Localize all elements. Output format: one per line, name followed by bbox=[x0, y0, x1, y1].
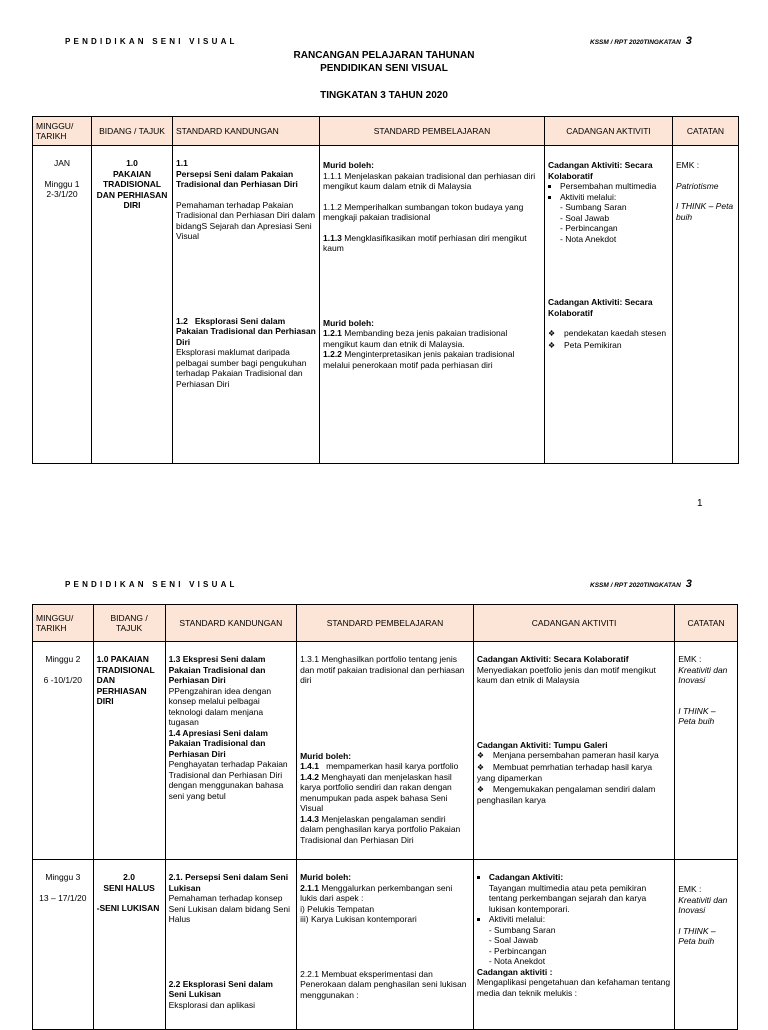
table-header-row bbox=[33, 605, 738, 642]
week-month: JAN bbox=[53, 158, 71, 168]
subject-header: PENDIDIKAN SENI VISUAL bbox=[65, 37, 238, 46]
sk-number: 1.1 bbox=[176, 158, 188, 168]
sp-item: 1.3.1 Menghasilkan portfolio tentang jenis dan motif pakaian tradisional dan perhiasan diri bbox=[300, 654, 465, 685]
table-row bbox=[33, 146, 739, 464]
sp-item: 1.1.2 Memperihalkan sumbangan tokon budaya yang mengkaji pakaian tradisional bbox=[323, 201, 524, 222]
sk-cell bbox=[165, 642, 297, 860]
col-catatan: CATATAN bbox=[675, 605, 738, 642]
bidang-cell bbox=[92, 146, 173, 464]
emk-label: EMK : bbox=[678, 654, 702, 664]
kssm-label: KSSM / RPT 2020TINGKATAN bbox=[590, 39, 681, 46]
sp-item: mempamerkan hasil karya portfolio bbox=[326, 761, 459, 771]
list-subitem: - Nota Anekdot bbox=[488, 956, 546, 966]
table-row bbox=[33, 860, 738, 1030]
i-think-note: I THINK – Peta buih bbox=[678, 925, 716, 946]
kssm-header bbox=[590, 578, 692, 590]
list-item: Aktiviti melalui: bbox=[560, 191, 617, 202]
sk-title: 2.2 Eksplorasi Seni dalam Seni Lukisan bbox=[168, 978, 273, 999]
ca-heading: Cadangan Aktiviti: bbox=[488, 872, 564, 882]
sk-body: Penghayatan terhadap Pakaian Tradisional dan Perhiasan Diri dengan menggunakan bahasa seni yang betul bbox=[168, 759, 288, 801]
emk-value: Kreativiti dan Inovasi bbox=[678, 894, 728, 915]
table-row bbox=[33, 642, 738, 860]
sk-title: 1.3 Ekspresi Seni dalam Pakaian Tradisional dan Perhiasan Diri bbox=[168, 654, 266, 685]
sp-heading: Murid boleh: bbox=[300, 872, 352, 882]
ca-cell bbox=[473, 642, 674, 860]
sp-item: Menjelaskan pengalaman sendiri dalam penghasilan karya portfolio Pakaian Tradisional dan Perhiasan Diri bbox=[300, 813, 461, 845]
sp-item-number: 2.1.1 bbox=[300, 882, 319, 893]
list-item: ▪ Persembahan multimedia bbox=[560, 181, 669, 192]
sp-cell bbox=[320, 146, 545, 464]
page-number: 1 bbox=[697, 498, 703, 509]
ca-body: Mengaplikasi pengetahuan dan kefahaman tentang media dan teknik melukis : bbox=[476, 977, 671, 998]
sp-subitem: iii) Karya Lukisan kontemporari bbox=[300, 914, 417, 924]
sk-cell bbox=[173, 146, 320, 464]
ca-body: Tayangan multimedia atau peta pemikiran tentang perkembangan sejarah dan karya lukisan kontemporari. bbox=[488, 882, 647, 914]
sp-cell bbox=[297, 860, 474, 1030]
table-header-row bbox=[33, 117, 739, 146]
ca-heading: Cadangan Aktiviti: Tumpu Galeri bbox=[476, 739, 608, 750]
sk-body: Eksplorasi maklumat daripada pelbagai sumber bagi pengukuhan terhadap Pakaian Tradisional dan Perhiasan Diri bbox=[176, 347, 307, 389]
kssm-number: 3 bbox=[685, 578, 692, 590]
bidang-cell bbox=[93, 642, 165, 860]
col-ca: CADANGAN AKTIVITI bbox=[473, 605, 674, 642]
col-bidang: BIDANG / TAJUK bbox=[92, 117, 173, 146]
list-subitem: - Nota Anekdot bbox=[560, 233, 617, 244]
sk-body: Pemahaman terhadap konsep Seni Lukisan dalam bidang Seni Halus bbox=[168, 893, 291, 924]
ca-cell bbox=[545, 146, 673, 464]
bidang-number: 1.0 bbox=[126, 158, 138, 168]
list-subitem: - Perbincangan bbox=[488, 945, 547, 956]
kssm-header bbox=[590, 35, 692, 47]
list-subitem: - Perbincangan bbox=[560, 223, 618, 233]
bidang-number: 2.0 bbox=[123, 872, 135, 882]
catatan-cell bbox=[675, 860, 738, 1030]
doc-title-line1: RANCANGAN PELAJARAN TAHUNAN bbox=[293, 50, 475, 61]
col-minggu: MINGGU/ TARIKH bbox=[33, 117, 92, 146]
emk-label: EMK : bbox=[678, 884, 702, 894]
i-think-note: I THINK – Peta buih bbox=[678, 705, 716, 726]
sp-heading: Murid boleh: bbox=[323, 160, 374, 170]
bidang-title: SENI HALUS bbox=[103, 882, 155, 893]
sp-item: Menghayati dan menjelaskan hasil karya portfolio sendiri dan rakan dengan menumpukan pada aspek bahasa Seni Visual bbox=[300, 771, 452, 813]
emk-value: Patriotisme bbox=[676, 180, 719, 191]
plan-table-page2 bbox=[32, 604, 738, 1030]
week-cell bbox=[33, 146, 92, 464]
ca-heading: Cadangan Aktiviti: Secara Kolaboratif bbox=[548, 297, 653, 318]
col-ca: CADANGAN AKTIVITI bbox=[545, 117, 673, 146]
catatan-cell bbox=[673, 146, 739, 464]
sp-item: 1.1.1 Menjelaskan pakaian tradisional dan perhiasan diri mengikut kaum dalam etnik di Malaysia bbox=[323, 170, 536, 191]
sp-subitem: i) Pelukis Tempatan bbox=[300, 903, 375, 914]
list-item: ❖ Peta Pemikiran bbox=[548, 340, 669, 352]
sk-number: 1.2 bbox=[176, 315, 188, 326]
subject-header: PENDIDIKAN SENI VISUAL bbox=[65, 580, 238, 589]
ca-heading: Cadangan aktiviti : bbox=[476, 966, 553, 977]
sp-item: Membanding beza jenis pakaian tradisional mengikut kaum dan etnik di Malaysia. bbox=[323, 328, 508, 349]
week-dates: 2-3/1/20 bbox=[46, 189, 78, 199]
sp-item-number: 1.4.3 bbox=[300, 813, 319, 824]
list-subitem: - Soal Jawab bbox=[488, 935, 538, 945]
list-item: Aktiviti melalui: bbox=[488, 914, 546, 924]
list-subitem: - Sumbang Saran bbox=[488, 924, 556, 935]
catatan-cell bbox=[675, 642, 738, 860]
week-cell bbox=[33, 642, 94, 860]
list-item: ❖ Mengemukakan pengalaman sendiri dalam penghasilan karya bbox=[477, 784, 671, 806]
ca-heading: Cadangan Aktiviti: Secara Kolaboratif bbox=[548, 160, 653, 181]
kssm-label: KSSM / RPT 2020TINGKATAN bbox=[590, 582, 681, 589]
i-think-note: I THINK – Peta buih bbox=[676, 201, 734, 222]
sk-body: Pemahaman terhadap Pakaian Tradisional dan Perhiasan Diri dalam bidangS Sejarah dan Apresiasi Seni Visual bbox=[176, 199, 316, 241]
sk-cell bbox=[165, 860, 297, 1030]
week-label: Minggu 2 bbox=[45, 654, 81, 664]
sk-body: Eksplorasi dan aplikasi bbox=[168, 999, 256, 1010]
sk-body: PPengzahiran idea dengan konsep melalui pelbagai teknologi dalam menjana tugasan bbox=[168, 685, 272, 727]
sp-item: Mengklasifikasikan motif perhiasan diri mengikut kaum bbox=[323, 232, 527, 253]
week-label: Minggu 1 bbox=[44, 178, 80, 189]
ca-body: Menyediakan poetfolio jenis dan motif mengikut kaum dan etnik di Malaysia bbox=[476, 664, 656, 685]
sk-title: 2.1. Persepsi Seni dalam Seni Lukisan bbox=[168, 872, 289, 893]
sp-item-number: 1.2.1 bbox=[323, 328, 342, 338]
list-item: ❖ Membuat pemrhatian terhadap hasil karya yang dipamerkan bbox=[477, 762, 671, 784]
week-cell bbox=[33, 860, 94, 1030]
sp-heading: Murid boleh: bbox=[300, 750, 352, 761]
list-subitem: - Soal Jawab bbox=[560, 212, 610, 223]
sp-item-number: 1.4.2 bbox=[300, 771, 319, 782]
sp-item-number: 1.4.1 bbox=[300, 761, 319, 771]
week-dates: 13 – 17/1/20 bbox=[39, 892, 87, 903]
sp-item: Menginterpretasikan jenis pakaian tradisional melalui penerokaan motif pada perhiasan diri bbox=[323, 349, 515, 370]
sp-item-number: 1.1.3 bbox=[323, 232, 342, 243]
list-item: ❖ pendekatan kaedah stesen bbox=[548, 328, 669, 340]
doc-title-line3: TINGKATAN 3 TAHUN 2020 bbox=[320, 90, 448, 101]
sp-item-number: 1.2.2 bbox=[323, 349, 342, 359]
emk-value: Kreativiti dan Inovasi bbox=[678, 664, 728, 685]
col-sp: STANDARD PEMBELAJARAN bbox=[320, 117, 545, 146]
sk-title: Eksplorasi Seni dalam Pakaian Tradisional dan Perhiasan Diri bbox=[176, 315, 316, 347]
col-sk: STANDARD KANDUNGAN bbox=[165, 605, 297, 642]
sk-title: Persepsi Seni dalam Pakaian Tradisional dan Perhiasan Diri bbox=[176, 168, 298, 189]
ca-heading: Cadangan Aktiviti: Secara Kolaboratif bbox=[476, 654, 629, 664]
sp-cell bbox=[297, 642, 474, 860]
kssm-number: 3 bbox=[685, 35, 692, 47]
week-dates: 6 -10/1/20 bbox=[43, 674, 82, 685]
bidang-title: 1.0 PAKAIAN TRADISIONAL DAN PERHIASAN DIRI bbox=[96, 654, 155, 706]
col-sk: STANDARD KANDUNGAN bbox=[173, 117, 320, 146]
list-subitem: - Sumbang Saran bbox=[560, 202, 627, 212]
sp-heading: Murid boleh: bbox=[323, 317, 374, 328]
bidang-cell bbox=[93, 860, 165, 1030]
col-bidang: BIDANG / TAJUK bbox=[93, 605, 165, 642]
list-item: ❖ Menjana persembahan pameran hasil karya bbox=[477, 750, 671, 762]
ca-cell bbox=[473, 860, 674, 1030]
doc-title-line2: PENDIDIKAN SENI VISUAL bbox=[320, 63, 448, 74]
sp-item: Menggalurkan perkembangan seni lukis dari aspek : bbox=[300, 882, 453, 903]
col-minggu: MINGGU/ TARIKH bbox=[33, 605, 94, 642]
emk-label: EMK : bbox=[676, 160, 700, 170]
plan-table-page1 bbox=[32, 116, 739, 464]
bidang-title: PAKAIAN TRADISIONAL DAN PERHIASAN DIRI bbox=[96, 168, 168, 210]
bidang-subtitle: -SENI LUKISAN bbox=[96, 903, 160, 913]
sp-item: 2.2.1 Membuat eksperimentasi dan Penerokaan dalam penghasilan seni lukisan menggunakan : bbox=[300, 968, 467, 1000]
col-catatan: CATATAN bbox=[673, 117, 739, 146]
week-label: Minggu 3 bbox=[45, 872, 81, 882]
sk-title: 1.4 Apresiasi Seni dalam Pakaian Tradisional dan Perhiasan Diri bbox=[168, 727, 268, 759]
col-sp: STANDARD PEMBELAJARAN bbox=[297, 605, 474, 642]
